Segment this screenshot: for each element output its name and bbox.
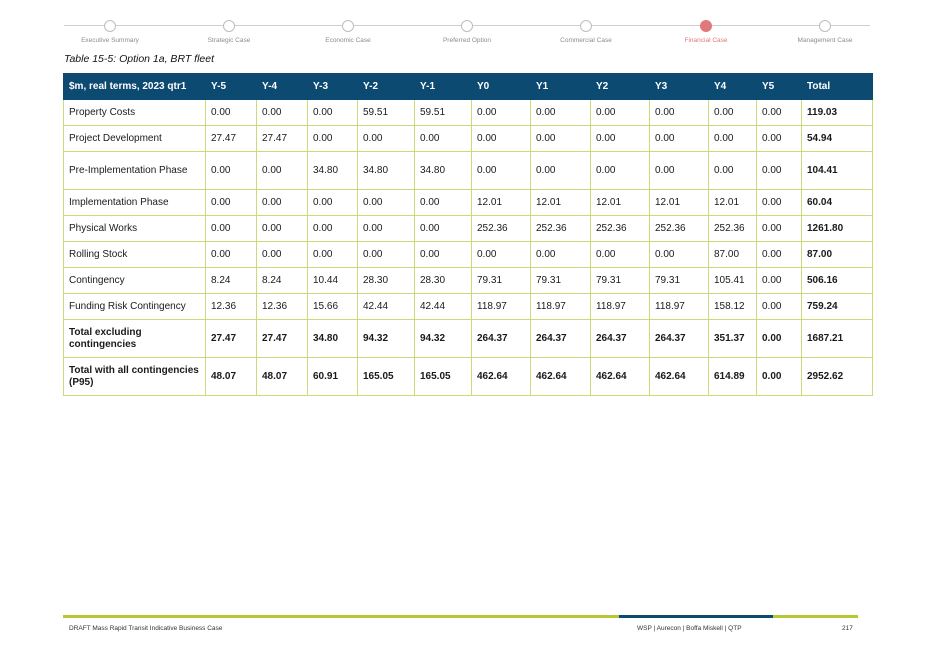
table-cell: 0.00 — [757, 358, 802, 396]
step-preferred-option[interactable] — [407, 18, 527, 44]
step-dot — [580, 20, 592, 32]
table-cell: 0.00 — [472, 100, 531, 126]
table-cell: 28.30 — [415, 268, 472, 294]
cost-table — [63, 73, 873, 396]
table-cell: 118.97 — [591, 294, 650, 320]
table-cell: 34.80 — [358, 152, 415, 190]
table-cell: 48.07 — [257, 358, 308, 396]
table-cell: 118.97 — [531, 294, 591, 320]
table-cell: 0.00 — [415, 126, 472, 152]
table-cell: 0.00 — [531, 152, 591, 190]
total-cell: 1687.21 — [802, 320, 873, 358]
table-cell: 0.00 — [531, 100, 591, 126]
table-cell: 0.00 — [757, 216, 802, 242]
step-label: Executive Summary — [81, 37, 139, 44]
table-cell: 0.00 — [757, 294, 802, 320]
table-row — [64, 190, 873, 216]
table-row — [64, 216, 873, 242]
table-cell: 462.64 — [472, 358, 531, 396]
page-number: 217 — [842, 625, 853, 632]
column-header: Y0 — [472, 74, 531, 100]
table-row-grand-total — [64, 358, 873, 396]
row-label: Physical Works — [64, 216, 206, 242]
table-cell: 0.00 — [308, 216, 358, 242]
table-cell: 12.01 — [591, 190, 650, 216]
step-label: Preferred Option — [442, 37, 492, 44]
table-cell: 158.12 — [709, 294, 757, 320]
step-commercial-case[interactable] — [526, 18, 646, 44]
table-cell: 0.00 — [415, 242, 472, 268]
table-cell: 12.36 — [257, 294, 308, 320]
column-header: Y-1 — [415, 74, 472, 100]
table-cell: 462.64 — [591, 358, 650, 396]
table-cell: 0.00 — [206, 242, 257, 268]
step-dot — [342, 20, 354, 32]
row-label: Contingency — [64, 268, 206, 294]
step-label: Commercial Case — [560, 37, 612, 44]
step-label: Management Case — [797, 37, 853, 44]
total-cell: 759.24 — [802, 294, 873, 320]
table-cell: 0.00 — [591, 152, 650, 190]
total-cell: 1261.80 — [802, 216, 873, 242]
table-cell: 79.31 — [591, 268, 650, 294]
footer-document-title: DRAFT Mass Rapid Transit Indicative Business Case — [69, 625, 223, 632]
step-dot-active — [700, 20, 712, 32]
table-cell: 59.51 — [415, 100, 472, 126]
table-cell: 0.00 — [650, 100, 709, 126]
table-cell: 264.37 — [591, 320, 650, 358]
table-cell: 0.00 — [415, 216, 472, 242]
table-cell: 48.07 — [206, 358, 257, 396]
section-progress-nav — [64, 18, 870, 48]
table-cell: 0.00 — [206, 190, 257, 216]
table-cell: 79.31 — [650, 268, 709, 294]
table-cell: 0.00 — [308, 100, 358, 126]
table-caption: Table 15-5: Option 1a, BRT fleet — [64, 53, 215, 65]
table-cell: 462.64 — [531, 358, 591, 396]
table-cell: 59.51 — [358, 100, 415, 126]
column-header: Y4 — [709, 74, 757, 100]
table-row — [64, 242, 873, 268]
table-cell: 27.47 — [257, 320, 308, 358]
table-cell: 79.31 — [472, 268, 531, 294]
table-cell: 34.80 — [308, 152, 358, 190]
table-cell: 0.00 — [709, 126, 757, 152]
column-header: Y3 — [650, 74, 709, 100]
table-cell: 0.00 — [308, 242, 358, 268]
step-dot — [819, 20, 831, 32]
table-cell: 0.00 — [358, 190, 415, 216]
table-cell: 0.00 — [650, 242, 709, 268]
step-dot — [461, 20, 473, 32]
row-label: Funding Risk Contingency — [64, 294, 206, 320]
column-header: $m, real terms, 2023 qtr1 — [64, 74, 206, 100]
table-row — [64, 268, 873, 294]
footer-authors: WSP | Aurecon | Boffa Miskell | QTP — [637, 625, 742, 632]
row-label: Total excluding contingencies — [64, 320, 206, 358]
table-cell: 27.47 — [257, 126, 308, 152]
table-cell: 0.00 — [358, 216, 415, 242]
table-cell: 34.80 — [308, 320, 358, 358]
table-cell: 0.00 — [709, 152, 757, 190]
table-cell: 0.00 — [531, 126, 591, 152]
table-cell: 12.01 — [650, 190, 709, 216]
table-row — [64, 100, 873, 126]
table-cell: 252.36 — [709, 216, 757, 242]
table-cell: 94.32 — [358, 320, 415, 358]
table-cell: 0.00 — [757, 152, 802, 190]
row-label: Pre-Implementation Phase — [64, 152, 206, 190]
table-cell: 94.32 — [415, 320, 472, 358]
table-cell: 252.36 — [531, 216, 591, 242]
table-cell: 34.80 — [415, 152, 472, 190]
table-cell: 0.00 — [650, 152, 709, 190]
table-cell: 0.00 — [531, 242, 591, 268]
table-cell: 0.00 — [757, 268, 802, 294]
table-cell: 118.97 — [472, 294, 531, 320]
table-cell: 614.89 — [709, 358, 757, 396]
table-cell: 15.66 — [308, 294, 358, 320]
table-cell: 10.44 — [308, 268, 358, 294]
table-row — [64, 152, 873, 190]
step-label: Financial Case — [684, 37, 728, 44]
table-cell: 79.31 — [531, 268, 591, 294]
column-header: Y-3 — [308, 74, 358, 100]
table-cell: 0.00 — [257, 152, 308, 190]
table-cell: 351.37 — [709, 320, 757, 358]
table-cell: 0.00 — [257, 242, 308, 268]
table-row — [64, 126, 873, 152]
table-cell: 0.00 — [757, 320, 802, 358]
table-cell: 118.97 — [650, 294, 709, 320]
total-cell: 2952.62 — [802, 358, 873, 396]
row-label: Project Development — [64, 126, 206, 152]
table-cell: 0.00 — [757, 190, 802, 216]
table-cell: 264.37 — [472, 320, 531, 358]
row-label: Property Costs — [64, 100, 206, 126]
column-header: Y2 — [591, 74, 650, 100]
table-cell: 0.00 — [472, 242, 531, 268]
footer-rule-accent — [619, 615, 773, 618]
table-cell: 8.24 — [257, 268, 308, 294]
table-cell: 0.00 — [591, 242, 650, 268]
row-label: Rolling Stock — [64, 242, 206, 268]
table-cell: 12.01 — [472, 190, 531, 216]
table-cell: 0.00 — [591, 126, 650, 152]
table-cell: 0.00 — [472, 152, 531, 190]
table-cell: 264.37 — [531, 320, 591, 358]
column-header: Total — [802, 74, 873, 100]
table-cell: 0.00 — [757, 242, 802, 268]
table-cell: 0.00 — [757, 126, 802, 152]
table-cell: 12.01 — [709, 190, 757, 216]
table-cell: 27.47 — [206, 320, 257, 358]
table-cell: 252.36 — [650, 216, 709, 242]
table-header-row — [64, 74, 873, 100]
row-label: Total with all contingencies (P95) — [64, 358, 206, 396]
table-cell: 0.00 — [257, 190, 308, 216]
table-cell: 42.44 — [358, 294, 415, 320]
table-cell: 12.36 — [206, 294, 257, 320]
table-cell: 462.64 — [650, 358, 709, 396]
table-cell: 252.36 — [591, 216, 650, 242]
table-row — [64, 294, 873, 320]
column-header: Y-4 — [257, 74, 308, 100]
table-cell: 165.05 — [415, 358, 472, 396]
table-cell: 0.00 — [308, 126, 358, 152]
step-label: Strategic Case — [207, 37, 251, 44]
table-cell: 0.00 — [415, 190, 472, 216]
step-economic-case[interactable] — [288, 18, 408, 44]
total-cell: 104.41 — [802, 152, 873, 190]
table-cell: 0.00 — [206, 152, 257, 190]
step-financial-case[interactable] — [646, 18, 766, 44]
step-label: Economic Case — [325, 37, 371, 44]
step-dot — [223, 20, 235, 32]
total-cell: 60.04 — [802, 190, 873, 216]
table-cell: 0.00 — [206, 216, 257, 242]
total-cell: 119.03 — [802, 100, 873, 126]
table-cell: 0.00 — [206, 100, 257, 126]
column-header: Y1 — [531, 74, 591, 100]
table-cell: 252.36 — [472, 216, 531, 242]
table-cell: 165.05 — [358, 358, 415, 396]
column-header: Y-2 — [358, 74, 415, 100]
step-management-case[interactable] — [765, 18, 885, 44]
column-header: Y5 — [757, 74, 802, 100]
step-dot — [104, 20, 116, 32]
table-cell: 0.00 — [472, 126, 531, 152]
table-cell: 0.00 — [257, 100, 308, 126]
table-cell: 0.00 — [257, 216, 308, 242]
table-cell: 42.44 — [415, 294, 472, 320]
table-cell: 0.00 — [650, 126, 709, 152]
table-cell: 8.24 — [206, 268, 257, 294]
step-executive-summary[interactable] — [50, 18, 170, 44]
table-cell: 0.00 — [591, 100, 650, 126]
table-cell: 28.30 — [358, 268, 415, 294]
table-row-subtotal — [64, 320, 873, 358]
table-cell: 60.91 — [308, 358, 358, 396]
table-cell: 12.01 — [531, 190, 591, 216]
table-cell: 105.41 — [709, 268, 757, 294]
table-cell: 0.00 — [358, 126, 415, 152]
total-cell: 506.16 — [802, 268, 873, 294]
table-cell: 27.47 — [206, 126, 257, 152]
table-cell: 87.00 — [709, 242, 757, 268]
total-cell: 54.94 — [802, 126, 873, 152]
step-strategic-case[interactable] — [169, 18, 289, 44]
table-cell: 264.37 — [650, 320, 709, 358]
table-cell: 0.00 — [709, 100, 757, 126]
table-cell: 0.00 — [757, 100, 802, 126]
row-label: Implementation Phase — [64, 190, 206, 216]
table-cell: 0.00 — [358, 242, 415, 268]
total-cell: 87.00 — [802, 242, 873, 268]
table-cell: 0.00 — [308, 190, 358, 216]
column-header: Y-5 — [206, 74, 257, 100]
footer-rule — [63, 615, 858, 618]
